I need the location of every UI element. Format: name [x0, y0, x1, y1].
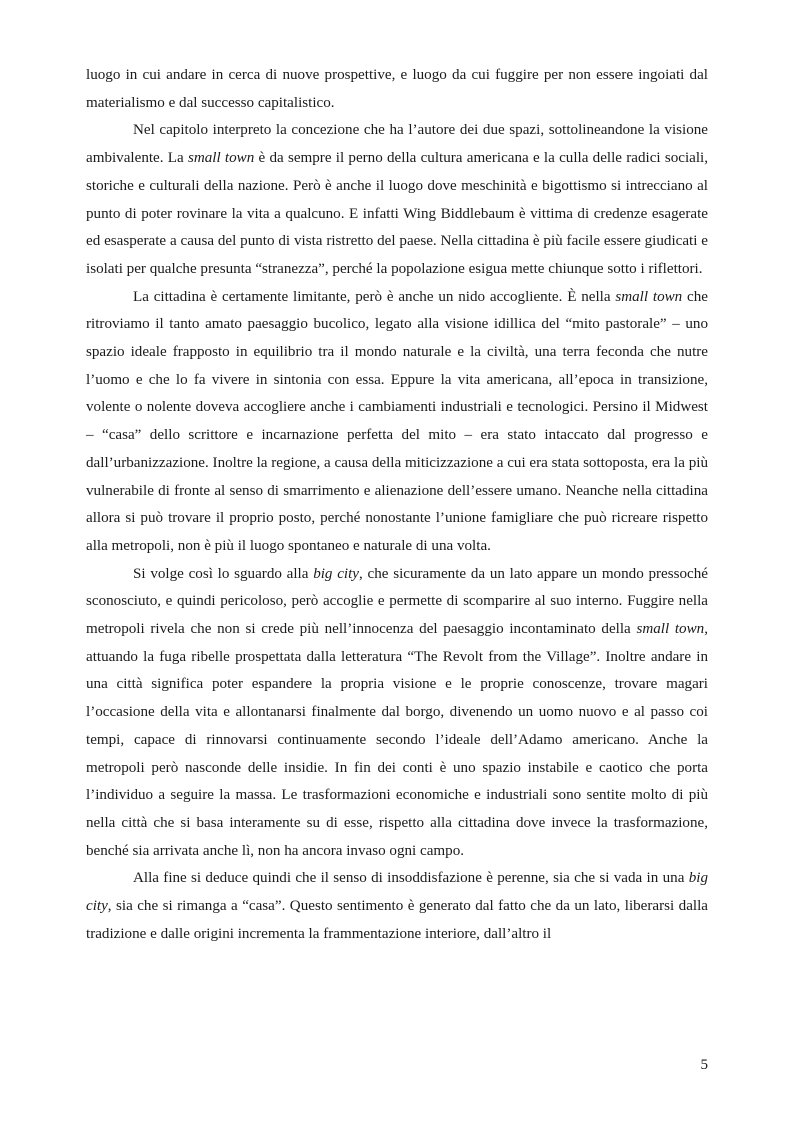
paragraph-4-italic-small-town: small town — [636, 621, 705, 638]
paragraph-5-text-2: , sia che si rimanga a “casa”. Questo sentimento è generato dal fatto che da un lato, liberarsi dalla tradizione e dalle origini incrementa la frammentazione interiore, dall’altro il — [86, 898, 708, 942]
paragraph-4 — [86, 561, 708, 866]
paragraph-4-italic-big-city: big city — [313, 565, 359, 582]
paragraph-5-italic-big-city: big city — [86, 870, 708, 915]
paragraph-5 — [86, 865, 708, 948]
paragraph-4-text-2: , che sicuramente da un lato appare un mondo pressoché sconosciuto, e quindi pericoloso, però accoglie e permette di scomparire al suo interno. Fuggire nella metropoli rivela che non si crede più nell’innocenza del paesaggio incontaminato della — [86, 565, 708, 638]
paragraph-2-text-2: è da sempre il perno della cultura americana e la culla delle radici sociali, storiche e culturali della nazione. Però è anche il luogo dove meschinità e bigottismo si intrecciano al punto di poter rovinare la vita a qualcuno. E infatti Wing Biddlebaum è vittima di credenze esagerate ed esasperate a causa del punto di vista ristretto del paese. Nella cittadina è più facile essere giudicati e isolati per qualche presunta “stranezza”, perché la popolazione esigua mette chiunque sotto i riflettori. — [86, 150, 708, 277]
paragraph-3 — [86, 284, 708, 561]
paragraph-1-text-1: luogo in cui andare in cerca di nuove prospettive, e luogo da cui fuggire per non essere ingoiati dal materialismo e dal successo capitalistico. — [86, 67, 708, 111]
paragraph-5-text-1: Alla fine si deduce quindi che il senso di insoddisfazione è perenne, sia che si vada in una — [133, 870, 689, 887]
paragraph-2-italic-small-town: small town — [187, 150, 255, 167]
paragraph-3-text-2: che ritroviamo il tanto amato paesaggio bucolico, legato alla visione idillica del “mito pastorale” – uno spazio ideale frapposto in equilibrio tra il mondo naturale e la civiltà, una terra feconda che nutre l’uomo e che lo fa vivere in sintonia con essa. Eppure la vita americana, all’epoca in transizione, volente o nolente doveva accogliere anche i cambiamenti industriali e tecnologici. Persino il Midwest – “casa” dello scrittore e incarnazione perfetta del mito – era stato intaccato dal progresso e dall’urbanizzazione. Inoltre la regione, a causa della miticizzazione a cui era stata sottoposta, era la più vulnerabile di fronte al senso di smarrimento e alienazione dell’essere umano. Neanche nella cittadina allora si può trovare il proprio posto, perché nonostante l’unione famigliare che può ricreare rispetto alla metropoli, non è più il luogo spontaneo e naturale di una volta. — [86, 288, 708, 554]
paragraph-4-text-3: , attuando la fuga ribelle prospettata dalla letteratura “The Revolt from the Village”. Inoltre andare in una città significa poter espandere la propria visione e le proprie conoscenze, trovare magari l’occasione della vita e allontanarsi finalmente dal borgo, divenendo un uomo nuovo e al passo coi tempi, capace di rinnovarsi continuamente secondo l’ideale dell’Adamo americano. Anche la metropoli però nasconde delle insidie. In fin dei conti è uno spazio instabile e caotico che porta l’individuo a seguire la massa. Le trasformazioni economiche e industriali sono sentite molto di più nella città che si basa interamente su di esse, rispetto alla cittadina dove invece la trasformazione, benché sia arrivata anche lì, non ha ancora invaso ogni campo. — [86, 621, 709, 859]
paragraph-4-text-1: Si volge così lo sguardo alla — [133, 565, 314, 582]
paragraph-1 — [86, 62, 708, 117]
document-page — [86, 62, 708, 1062]
page-number: 5 — [700, 1057, 708, 1073]
paragraph-3-italic-small-town: small town — [615, 288, 683, 305]
paragraph-2-text-1: Nel capitolo interpreto la concezione che ha l’autore dei due spazi, sottolineandone la visione ambivalente. La — [86, 122, 708, 167]
paragraph-2 — [86, 117, 708, 283]
paragraph-3-text-1: La cittadina è certamente limitante, però è anche un nido accogliente. È nella — [133, 288, 616, 305]
